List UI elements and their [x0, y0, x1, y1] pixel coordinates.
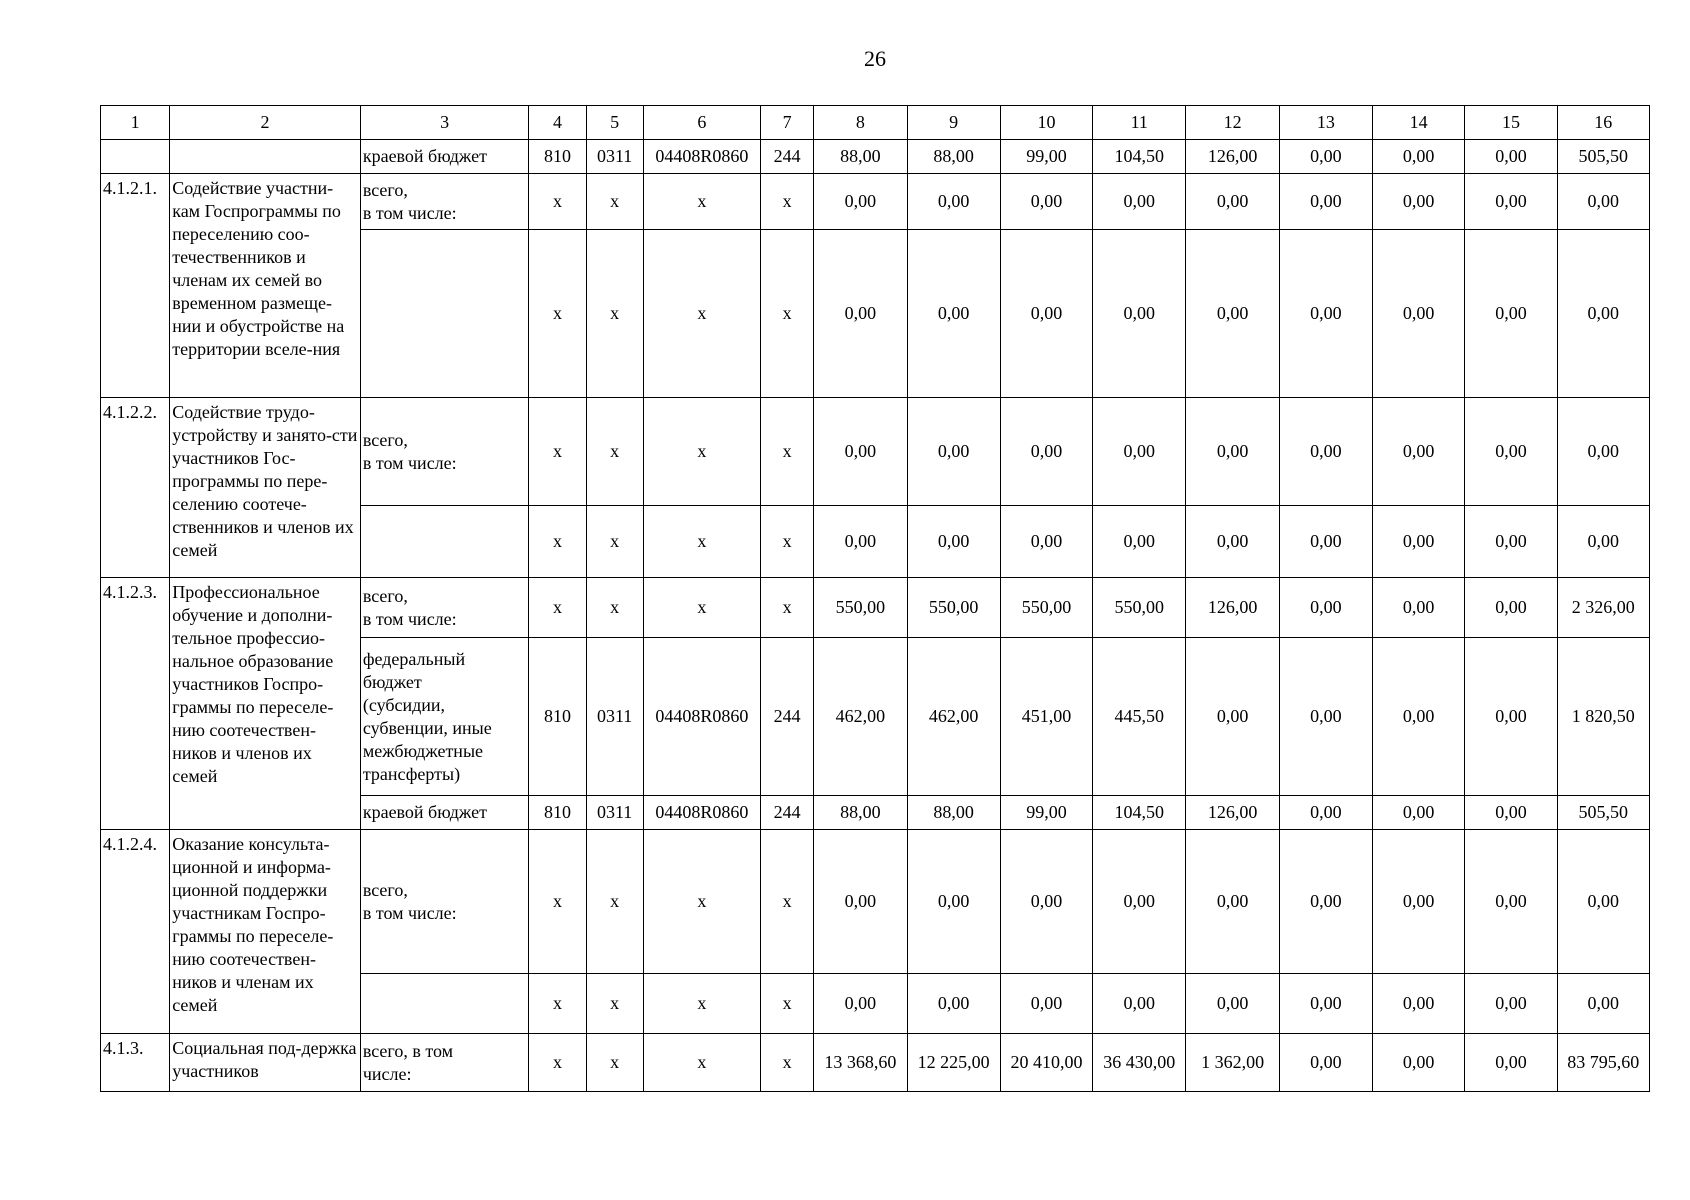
funding-source-line: в том числе: [362, 202, 457, 223]
row-name: Содействие участни-кам Госпрограммы по переселению соо-течественников и членам их семей во временном размеще-нии и обустройстве на территории вселе-ния [170, 174, 361, 398]
funding-source-line: всего, [362, 179, 408, 200]
amount-col-14: 0,00 [1373, 140, 1465, 174]
column-header: 12 [1186, 106, 1279, 140]
budget-code-c5: x [586, 830, 643, 974]
row-code: 4.1.2.1. [101, 174, 170, 398]
budget-code-c6: 04408R0860 [643, 140, 760, 174]
row-code: 4.1.2.3. [101, 578, 170, 830]
column-header: 16 [1557, 106, 1649, 140]
budget-code-c4: x [529, 398, 586, 506]
column-header: 1 [101, 106, 170, 140]
amount-col-15: 0,00 [1465, 1034, 1557, 1092]
column-number-row [101, 106, 1650, 140]
funding-source-line: субвенции, иные [362, 717, 492, 738]
column-header: 8 [814, 106, 907, 140]
budget-code-c6: x [643, 230, 760, 398]
amount-col-9: 550,00 [907, 578, 1000, 638]
amount-col-16: 0,00 [1557, 230, 1649, 398]
budget-code-c4: 810 [529, 638, 586, 796]
amount-col-11: 0,00 [1093, 974, 1186, 1034]
row-name: Профессиональное обучение и дополни-тельное профессио-нальное образование участников Госпро-граммы по переселе-нию соотечествен-ников и членов их семей [170, 578, 361, 830]
row-code: 4.1.2.4. [101, 830, 170, 1034]
budget-code-c6: x [643, 398, 760, 506]
column-header: 9 [907, 106, 1000, 140]
amount-col-9: 0,00 [907, 230, 1000, 398]
funding-source [360, 974, 529, 1034]
funding-source [360, 638, 529, 796]
budget-code-c5: 0311 [586, 796, 643, 830]
budget-code-c6: 04408R0860 [643, 796, 760, 830]
column-header: 15 [1465, 106, 1557, 140]
budget-code-c6: x [643, 506, 760, 578]
amount-col-15: 0,00 [1465, 230, 1557, 398]
amount-col-10: 0,00 [1000, 974, 1092, 1034]
budget-code-c6: x [643, 830, 760, 974]
table-row [101, 830, 1650, 974]
budget-code-c6: x [643, 974, 760, 1034]
amount-col-14: 0,00 [1373, 638, 1465, 796]
budget-code-c7: x [761, 578, 814, 638]
amount-col-16: 505,50 [1557, 140, 1649, 174]
amount-col-11: 0,00 [1093, 506, 1186, 578]
budget-code-c5: x [586, 398, 643, 506]
table-row [101, 140, 1650, 174]
amount-col-13: 0,00 [1279, 638, 1372, 796]
amount-col-15: 0,00 [1465, 506, 1557, 578]
funding-source-line: федеральный [362, 648, 466, 669]
amount-col-15: 0,00 [1465, 830, 1557, 974]
amount-col-12: 126,00 [1186, 578, 1279, 638]
amount-col-11: 0,00 [1093, 830, 1186, 974]
row-name [170, 140, 361, 174]
amount-col-8: 0,00 [814, 230, 907, 398]
funding-source [360, 230, 529, 398]
table-row [101, 398, 1650, 506]
budget-code-c7: x [761, 974, 814, 1034]
amount-col-10: 20 410,00 [1000, 1034, 1092, 1092]
column-header: 2 [170, 106, 361, 140]
budget-code-c7: x [761, 230, 814, 398]
amount-col-14: 0,00 [1373, 506, 1465, 578]
amount-col-10: 0,00 [1000, 830, 1092, 974]
budget-code-c6: 04408R0860 [643, 638, 760, 796]
amount-col-15: 0,00 [1465, 974, 1557, 1034]
amount-col-14: 0,00 [1373, 398, 1465, 506]
funding-source-line: бюджет [362, 671, 422, 692]
amount-col-14: 0,00 [1373, 230, 1465, 398]
budget-code-c6: x [643, 174, 760, 230]
amount-col-16: 0,00 [1557, 830, 1649, 974]
amount-col-12: 0,00 [1186, 830, 1279, 974]
funding-source [360, 830, 529, 974]
amount-col-11: 104,50 [1093, 140, 1186, 174]
column-header: 7 [761, 106, 814, 140]
amount-col-11: 0,00 [1093, 398, 1186, 506]
amount-col-8: 0,00 [814, 174, 907, 230]
table-row [101, 578, 1650, 638]
funding-source [360, 796, 529, 830]
amount-col-11: 104,50 [1093, 796, 1186, 830]
column-header: 6 [643, 106, 760, 140]
amount-col-9: 0,00 [907, 974, 1000, 1034]
amount-col-16: 0,00 [1557, 974, 1649, 1034]
amount-col-9: 462,00 [907, 638, 1000, 796]
column-header: 11 [1093, 106, 1186, 140]
funding-source [360, 1034, 529, 1092]
amount-col-15: 0,00 [1465, 578, 1557, 638]
row-name: Содействие трудо-устройству и занято-сти участников Гос-программы по пере-селению соотече-ственников и членов их семей [170, 398, 361, 578]
amount-col-16: 2 326,00 [1557, 578, 1649, 638]
amount-col-8: 0,00 [814, 974, 907, 1034]
amount-col-12: 0,00 [1186, 506, 1279, 578]
row-name: Оказание консульта-ционной и информа-ционной поддержки участникам Госпро-граммы по переселе-нию соотечествен-ников и членам их семей [170, 830, 361, 1034]
amount-col-13: 0,00 [1279, 578, 1372, 638]
funding-source-line: всего, в том [362, 1040, 454, 1061]
amount-col-8: 88,00 [814, 796, 907, 830]
funding-source-line: краевой бюджет [362, 146, 487, 166]
funding-source [360, 140, 529, 174]
funding-source [360, 398, 529, 506]
budget-code-c7: 244 [761, 140, 814, 174]
amount-col-8: 0,00 [814, 830, 907, 974]
amount-col-9: 88,00 [907, 140, 1000, 174]
budget-code-c4: x [529, 174, 586, 230]
amount-col-15: 0,00 [1465, 796, 1557, 830]
amount-col-10: 0,00 [1000, 174, 1092, 230]
budget-table [100, 105, 1650, 1092]
column-header: 3 [360, 106, 529, 140]
budget-code-c7: x [761, 174, 814, 230]
amount-col-16: 0,00 [1557, 398, 1649, 506]
amount-col-10: 451,00 [1000, 638, 1092, 796]
funding-source-line: трансферты) [362, 763, 461, 784]
amount-col-12: 126,00 [1186, 140, 1279, 174]
amount-col-9: 88,00 [907, 796, 1000, 830]
amount-col-12: 0,00 [1186, 174, 1279, 230]
amount-col-16: 83 795,60 [1557, 1034, 1649, 1092]
amount-col-9: 12 225,00 [907, 1034, 1000, 1092]
amount-col-14: 0,00 [1373, 974, 1465, 1034]
budget-code-c5: x [586, 578, 643, 638]
column-header: 4 [529, 106, 586, 140]
funding-source-line: числе: [362, 1063, 412, 1084]
amount-col-13: 0,00 [1279, 230, 1372, 398]
budget-code-c4: x [529, 578, 586, 638]
amount-col-10: 0,00 [1000, 506, 1092, 578]
budget-code-c4: x [529, 230, 586, 398]
budget-code-c5: x [586, 974, 643, 1034]
column-header: 14 [1373, 106, 1465, 140]
budget-code-c5: 0311 [586, 638, 643, 796]
funding-source-line: межбюджетные [362, 740, 484, 761]
budget-code-c7: x [761, 830, 814, 974]
amount-col-14: 0,00 [1373, 174, 1465, 230]
column-header: 13 [1279, 106, 1372, 140]
amount-col-12: 0,00 [1186, 974, 1279, 1034]
amount-col-12: 0,00 [1186, 230, 1279, 398]
amount-col-11: 445,50 [1093, 638, 1186, 796]
budget-code-c7: x [761, 1034, 814, 1092]
amount-col-13: 0,00 [1279, 398, 1372, 506]
amount-col-8: 0,00 [814, 398, 907, 506]
amount-col-11: 0,00 [1093, 174, 1186, 230]
row-name: Социальная под-держка участников [170, 1034, 361, 1092]
amount-col-8: 462,00 [814, 638, 907, 796]
amount-col-11: 36 430,00 [1093, 1034, 1186, 1092]
budget-code-c7: 244 [761, 796, 814, 830]
budget-code-c4: x [529, 1034, 586, 1092]
budget-code-c4: 810 [529, 796, 586, 830]
funding-source-line: всего, [362, 429, 408, 450]
row-code: 4.1.3. [101, 1034, 170, 1092]
budget-code-c7: 244 [761, 638, 814, 796]
amount-col-14: 0,00 [1373, 1034, 1465, 1092]
budget-code-c4: 810 [529, 140, 586, 174]
amount-col-13: 0,00 [1279, 1034, 1372, 1092]
page-number: 26 [864, 46, 886, 71]
amount-col-13: 0,00 [1279, 974, 1372, 1034]
funding-source [360, 506, 529, 578]
budget-code-c7: x [761, 506, 814, 578]
budget-code-c5: x [586, 1034, 643, 1092]
funding-source-line: в том числе: [362, 902, 457, 923]
row-code [101, 140, 170, 174]
amount-col-11: 0,00 [1093, 230, 1186, 398]
funding-source-line: всего, [362, 585, 408, 606]
amount-col-15: 0,00 [1465, 174, 1557, 230]
budget-code-c4: x [529, 506, 586, 578]
amount-col-14: 0,00 [1373, 796, 1465, 830]
funding-source-line: всего, [362, 879, 408, 900]
funding-source [360, 578, 529, 638]
amount-col-9: 0,00 [907, 830, 1000, 974]
amount-col-8: 13 368,60 [814, 1034, 907, 1092]
amount-col-16: 1 820,50 [1557, 638, 1649, 796]
amount-col-8: 550,00 [814, 578, 907, 638]
amount-col-10: 99,00 [1000, 796, 1092, 830]
amount-col-12: 126,00 [1186, 796, 1279, 830]
funding-source-line: (субсидии, [362, 694, 446, 715]
amount-col-13: 0,00 [1279, 174, 1372, 230]
amount-col-15: 0,00 [1465, 638, 1557, 796]
amount-col-12: 1 362,00 [1186, 1034, 1279, 1092]
budget-code-c5: x [586, 506, 643, 578]
amount-col-12: 0,00 [1186, 398, 1279, 506]
table-row [101, 1034, 1650, 1092]
budget-code-c6: x [643, 578, 760, 638]
amount-col-15: 0,00 [1465, 140, 1557, 174]
amount-col-10: 0,00 [1000, 230, 1092, 398]
budget-code-c5: x [586, 230, 643, 398]
amount-col-9: 0,00 [907, 398, 1000, 506]
amount-col-10: 99,00 [1000, 140, 1092, 174]
amount-col-11: 550,00 [1093, 578, 1186, 638]
amount-col-14: 0,00 [1373, 830, 1465, 974]
funding-source [360, 174, 529, 230]
funding-source-line: в том числе: [362, 452, 457, 473]
amount-col-10: 550,00 [1000, 578, 1092, 638]
amount-col-15: 0,00 [1465, 398, 1557, 506]
amount-col-13: 0,00 [1279, 506, 1372, 578]
row-code: 4.1.2.2. [101, 398, 170, 578]
amount-col-10: 0,00 [1000, 398, 1092, 506]
amount-col-13: 0,00 [1279, 140, 1372, 174]
funding-source-line: краевой бюджет [362, 802, 487, 822]
budget-code-c5: x [586, 174, 643, 230]
budget-code-c7: x [761, 398, 814, 506]
budget-code-c4: x [529, 830, 586, 974]
amount-col-12: 0,00 [1186, 638, 1279, 796]
amount-col-9: 0,00 [907, 506, 1000, 578]
funding-source-line: в том числе: [362, 608, 457, 629]
table-row [101, 174, 1650, 230]
amount-col-9: 0,00 [907, 174, 1000, 230]
amount-col-14: 0,00 [1373, 578, 1465, 638]
column-header: 10 [1000, 106, 1092, 140]
column-header: 5 [586, 106, 643, 140]
budget-code-c5: 0311 [586, 140, 643, 174]
amount-col-8: 0,00 [814, 506, 907, 578]
budget-code-c6: x [643, 1034, 760, 1092]
budget-code-c4: x [529, 974, 586, 1034]
amount-col-13: 0,00 [1279, 796, 1372, 830]
amount-col-16: 0,00 [1557, 174, 1649, 230]
amount-col-16: 505,50 [1557, 796, 1649, 830]
amount-col-16: 0,00 [1557, 506, 1649, 578]
amount-col-8: 88,00 [814, 140, 907, 174]
amount-col-13: 0,00 [1279, 830, 1372, 974]
